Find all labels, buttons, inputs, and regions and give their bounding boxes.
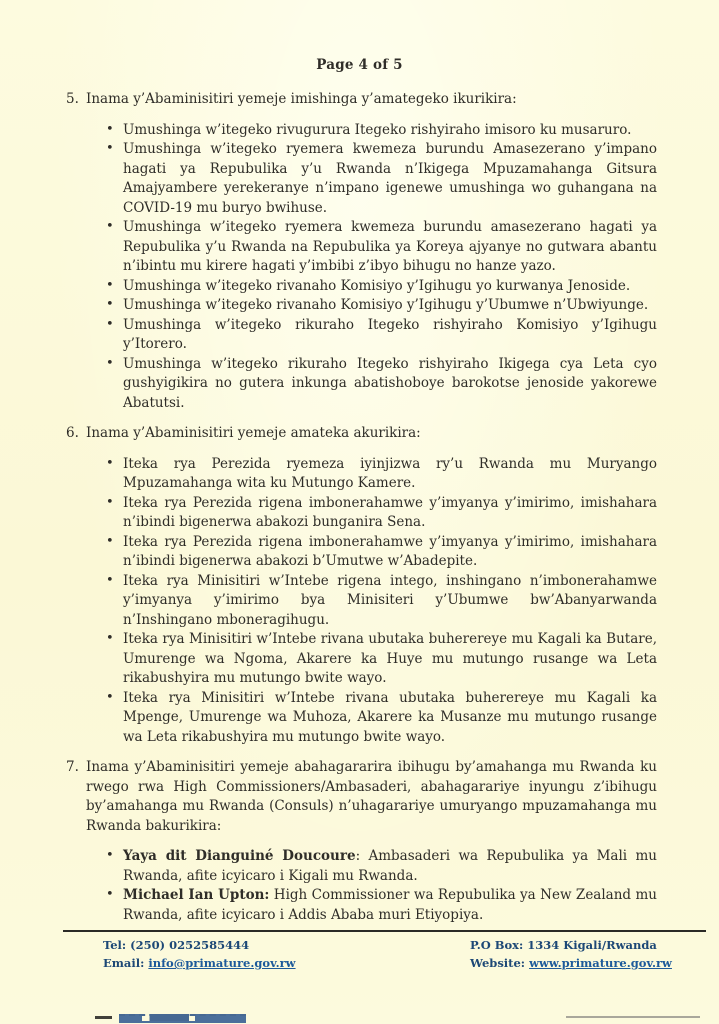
scan-artifact-text-fragment [119, 1014, 246, 1023]
bullet-dot-icon: • [106, 848, 114, 863]
bullet-plain-text: Umushinga w’itegeko rivugurura Itegeko rishyiraho imisoro ku musaruro. [123, 121, 632, 138]
bullet-item [104, 140, 657, 218]
bullet-item [104, 218, 657, 277]
bullet-dot-icon: • [106, 355, 114, 371]
bullet-plain-text: Iteka rya Minisitiri w’Intebe rivana ubutaka buherereye mu Kagali ka Butare, Umurenge wa Ngoma, Akarere ka Huye mu mutungo rusange wa Leta rikabushyira mu mutungo bwite wayo. [123, 631, 657, 686]
bullet-text [123, 219, 657, 274]
scan-artifact-dash [95, 1016, 112, 1019]
bullet-plain-text: High Commissioner wa Repubulika ya New Zealand mu Rwanda, afite icyicaro i Addis Ababa muri Etiyopiya. [123, 887, 657, 923]
scan-artifact-gray-line [566, 1016, 700, 1018]
bullet-item [104, 533, 657, 572]
bullet-dot-icon: • [106, 455, 114, 471]
section-number: 5. [66, 91, 79, 107]
bullet-item [104, 689, 657, 748]
bullet-plain-text: Umushinga w’itegeko rikuraho Itegeko rishyiraho Ikigega cya Leta cyo gushyigikira no gutera inkunga abatishoboye barokotse jenoside yakorewe Abatutsi. [123, 355, 657, 411]
bullet-bold-name: Yaya dit Dianguiné Doucoure [123, 848, 356, 864]
section-intro-text: Inama y’Abaminisitiri yemeje imishinga y’amategeko ikurikira: [86, 91, 517, 107]
bullet-text [123, 122, 631, 138]
bullet-dot-icon: • [106, 631, 114, 646]
bullet-bold-name: Michael Ian Upton: [123, 887, 270, 903]
bullet-plain-text: Iteka rya Perezida ryemeza iyinjizwa ry’u Rwanda mu Muryango Mpuzamahanga wita ku Mutungo Kamere. [123, 455, 657, 491]
bullet-item [104, 572, 657, 631]
bullet-plain-text: Umushinga w’itegeko rivanaho Komisiyo y’Igihugu yo kurwanya Jenoside. [123, 277, 631, 294]
page-number: Page 4 of 5 [316, 57, 403, 73]
email-link[interactable]: info@primature.gov.rw [148, 956, 296, 970]
footer-divider [63, 930, 706, 932]
footer-value: (250) 0252585444 [130, 938, 250, 952]
section-6 [66, 424, 657, 747]
bullet-item [104, 296, 657, 316]
bullet-text [123, 317, 657, 353]
section-heading [66, 90, 657, 110]
footer-label: P.O Box: [470, 938, 524, 952]
bullet-dot-icon: • [106, 887, 114, 902]
section-intro-text: Inama y’Abaminisitiri yemeje abahagararira ibihugu by’amahanga mu Rwanda ku rwego rwa High Commissioners/Ambasaderi, abahagarariye inyungu z’ibihugu by’amahanga mu Rwanda (Consuls) n’uhagarariye umuryango mpuzamahanga mu Rwanda bakurikira: [86, 759, 657, 834]
bullet-dot-icon: • [106, 277, 114, 293]
bullet-plain-text: Iteka rya Minisitiri w’Intebe rigena intego, inshingano n’imbonerahamwe y’imyanya y’imirimo bya Minisiteri y’Ubumwe bw’Abanyarwanda n’Inshingano mboneragihugu. [123, 572, 657, 628]
bullet-list [104, 455, 657, 748]
bullet-text [123, 573, 657, 628]
bullet-dot-icon: • [106, 297, 114, 312]
bullet-dot-icon: • [106, 219, 114, 234]
bullet-item [104, 847, 657, 886]
document-body [66, 90, 657, 936]
footer-value: 1334 Kigali/Rwanda [527, 938, 657, 952]
footer-row [470, 954, 672, 972]
bullet-dot-icon: • [106, 141, 114, 156]
bullet-text [123, 887, 657, 923]
bullet-item [104, 455, 657, 494]
footer-contact-left [103, 936, 296, 972]
bullet-list [104, 121, 657, 414]
bullet-plain-text: Umushinga w’itegeko rikuraho Itegeko rishyiraho Komisiyo y’Igihugu y’Itorero. [123, 316, 657, 352]
section-7 [66, 758, 657, 925]
bullet-dot-icon: • [106, 689, 114, 705]
section-heading [66, 424, 657, 444]
section-number: 7. [66, 759, 79, 775]
bullet-text [123, 356, 657, 411]
bullet-item [104, 630, 657, 689]
bullet-plain-text: Iteka rya Minisitiri w’Intebe rivana ubutaka buherereye mu Kagali ka Mpenge, Umurenge wa Muhoza, Akarere ka Musanze mu mutungo rusange wa Leta rikabushyira mu mutungo bwite wayo. [123, 689, 657, 745]
bullet-text [123, 631, 657, 686]
website-link[interactable]: www.primature.gov.rw [529, 956, 672, 970]
footer-row [103, 954, 296, 972]
bullet-text [123, 690, 657, 745]
bullet-text [123, 297, 648, 313]
bullet-text [123, 534, 657, 570]
bullet-item [104, 316, 657, 355]
section-5 [66, 90, 657, 413]
footer-contact-right [470, 936, 672, 972]
bullet-text [123, 495, 657, 531]
bullet-text [123, 278, 630, 294]
bullet-text [123, 141, 657, 216]
bullet-dot-icon: • [106, 572, 114, 588]
bullet-plain-text: Iteka rya Perezida rigena imbonerahamwe y’imyanya y’imirimo, imishahara n’ibindi bigenerwa abakozi bunganira Sena. [123, 494, 657, 530]
bullet-item [104, 886, 657, 925]
bullet-dot-icon: • [106, 533, 114, 549]
bullet-plain-text: : Ambasaderi wa Repubulika ya Mali mu Rwanda, afite icyicaro i Kigali mu Rwanda. [123, 848, 657, 884]
bullet-text [123, 456, 657, 492]
bullet-dot-icon: • [106, 494, 114, 510]
bullet-dot-icon: • [106, 316, 114, 332]
footer-label: Website: [470, 956, 526, 970]
footer-row [103, 936, 296, 954]
bullet-plain-text: Umushinga w’itegeko ryemera kwemeza burundu Amasezerano y’impano hagati ya Repubulika y’u Rwanda n’Ikigega Mpuzamahanga Gitsura Amajyambere yerekeranye n’impano igenewe umushinga wo guhangana na COVID-19 mu buryo bwihuse. [123, 141, 657, 216]
footer-label: Tel: [103, 938, 127, 952]
section-number: 6. [66, 425, 79, 441]
bullet-text [123, 848, 657, 884]
footer-label: Email: [103, 956, 145, 970]
footer-row [470, 936, 672, 954]
bullet-list [104, 847, 657, 925]
bullet-dot-icon: • [106, 121, 114, 137]
section-heading [66, 758, 657, 836]
bullet-plain-text: Umushinga w’itegeko ryemera kwemeza burundu amasezerano hagati ya Repubulika y’u Rwanda na Repubulika ya Koreya ajyanye no gutwara abantu n’ibintu mu kirere hagati y’imbibi z’ibyo bihugu no hanze yazo. [123, 219, 657, 274]
bullet-plain-text: Umushinga w’itegeko rivanaho Komisiyo y’Igihugu y’Ubumwe n’Ubwiyunge. [123, 297, 649, 313]
bullet-item [104, 355, 657, 414]
bullet-item [104, 121, 657, 141]
bullet-plain-text: Iteka rya Perezida rigena imbonerahamwe y’imyanya y’imirimo, imishahara n’ibindi bigenerwa abakozi b’Umutwe w’Abadepite. [123, 533, 657, 569]
section-intro-text: Inama y’Abaminisitiri yemeje amateka akurikira: [86, 425, 421, 441]
bullet-item [104, 494, 657, 533]
bullet-item [104, 277, 657, 297]
